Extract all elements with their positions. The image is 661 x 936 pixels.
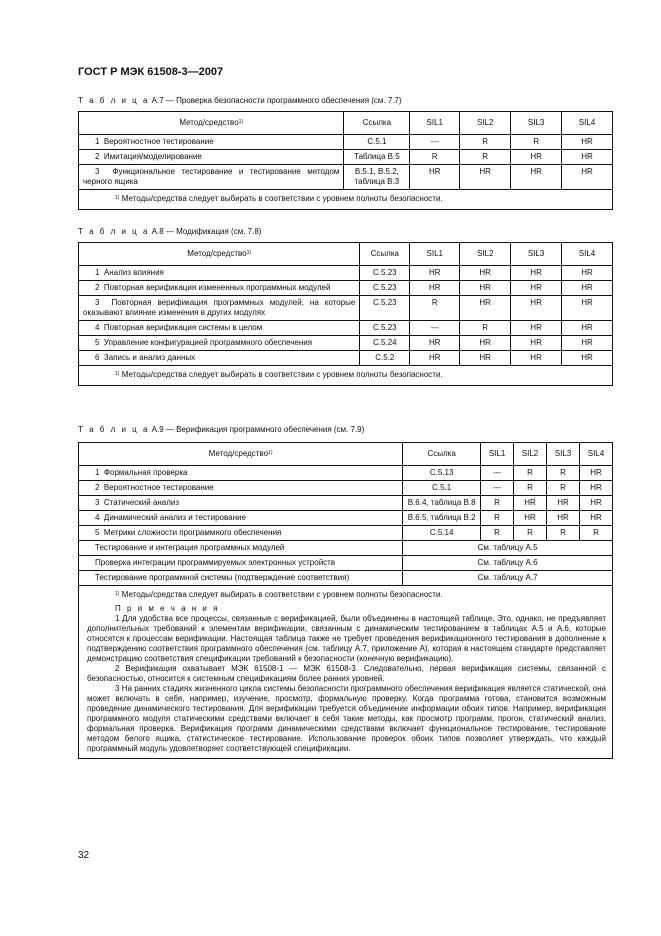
table-row — [79, 296, 613, 321]
sil1-cell: --- — [481, 466, 514, 481]
row-number: 4 — [95, 323, 100, 332]
table-row — [79, 481, 613, 496]
footnote-row — [79, 366, 613, 386]
page-number: 32 — [78, 850, 90, 861]
sil4-cell: HR — [562, 165, 613, 190]
reference-cell: Таблица В.5 — [344, 150, 410, 165]
sil3-cell: R — [547, 481, 580, 496]
sil4-cell: HR — [562, 336, 613, 351]
method-name: Формальная проверка — [103, 468, 188, 477]
column-header-sil1: SIL1 — [481, 443, 514, 466]
footnote-cell — [79, 366, 613, 386]
sil2-cell: HR — [460, 281, 511, 296]
sil1-cell: R — [410, 150, 460, 165]
column-header-label: Метод/средство — [179, 118, 239, 127]
method-cell — [79, 496, 403, 511]
method-cell — [79, 351, 360, 366]
reference-cell: С.5.1 — [344, 135, 410, 150]
table-row — [79, 466, 613, 481]
sil2-cell: HR — [460, 165, 511, 190]
document-header: ГОСТ Р МЭК 61508-3—2007 — [78, 66, 224, 78]
row-number: 5 — [95, 338, 100, 347]
column-header-method — [79, 112, 344, 135]
sil4-cell: HR — [562, 321, 613, 336]
column-header-ref: Ссылка — [360, 243, 410, 266]
row-number: 1 — [95, 137, 100, 146]
method-name: Повторная верификация системы в целом — [103, 323, 263, 332]
sil2-cell: R — [460, 150, 511, 165]
sil2-cell: R — [460, 321, 511, 336]
sil1-cell: HR — [410, 266, 460, 281]
method-cell — [79, 571, 403, 586]
row-number: 2 — [95, 152, 100, 161]
table-row-span — [79, 541, 613, 556]
sil3-cell: HR — [511, 321, 562, 336]
column-header-sil2: SIL2 — [460, 243, 511, 266]
reference-cell: С.5.13 — [403, 466, 481, 481]
table-label: Т а б л и ц а — [78, 425, 150, 434]
table-a9-caption — [78, 425, 364, 434]
method-cell — [79, 541, 403, 556]
sil1-cell: R — [410, 296, 460, 321]
table-row — [79, 135, 613, 150]
footnote-row — [79, 190, 613, 210]
note-paragraph: 2 Верификация охватывает МЭК 61508-1 — МЭК 61508-3. Следовательно, первая верификация системы, связанной с безопасностью, относится к системным спецификациям более ранних уровней. — [87, 664, 606, 683]
footnote-marker: 1) — [115, 371, 120, 377]
row-number: 3 — [95, 298, 100, 307]
reference-cell: С.5.23 — [360, 281, 410, 296]
sil1-cell: R — [481, 496, 514, 511]
sil3-cell: HR — [511, 281, 562, 296]
method-cell — [79, 165, 344, 190]
table-a9 — [78, 442, 613, 759]
method-cell — [79, 296, 360, 321]
sil1-cell: HR — [410, 336, 460, 351]
sil2-cell: R — [514, 466, 547, 481]
sil4-cell: HR — [579, 466, 612, 481]
method-cell — [79, 150, 344, 165]
table-label: Т а б л и ц а — [78, 227, 150, 236]
column-header-label: Метод/средство — [187, 249, 247, 258]
row-number: 3 — [95, 167, 100, 176]
footnote-marker: 1) — [115, 591, 120, 597]
reference-cell: См. таблицу А.5 — [403, 541, 613, 556]
sil3-cell: HR — [547, 496, 580, 511]
column-header-method — [79, 243, 360, 266]
row-number: 2 — [95, 483, 100, 492]
method-name: Анализ влияния — [103, 268, 164, 277]
row-number: 3 — [95, 498, 100, 507]
method-name: Имитация/моделирование — [103, 152, 202, 161]
sil2-cell: R — [514, 526, 547, 541]
sil2-cell: HR — [460, 296, 511, 321]
sil3-cell: HR — [547, 511, 580, 526]
column-header-label: Метод/средство — [208, 449, 269, 458]
reference-cell: С.5.2 — [360, 351, 410, 366]
table-a7 — [78, 111, 613, 210]
sil2-cell: HR — [460, 336, 511, 351]
table-header-row — [79, 243, 613, 266]
method-name: Динамический анализ и тестирование — [103, 513, 246, 522]
table-row-span — [79, 571, 613, 586]
column-header-ref: Ссылка — [403, 443, 481, 466]
sil1-cell: --- — [481, 481, 514, 496]
notes-cell — [79, 586, 613, 759]
table-title: А.7 — Проверка безопасности программного обеспечения (см. 7.7) — [151, 96, 402, 105]
column-header-sil1: SIL1 — [410, 243, 460, 266]
reference-cell: С.5.23 — [360, 296, 410, 321]
row-number: 1 — [95, 468, 100, 477]
sil1-cell: HR — [410, 281, 460, 296]
table-a8-caption — [78, 227, 261, 236]
column-header-sil1: SIL1 — [410, 112, 460, 135]
footnote-marker: 1) — [115, 195, 120, 201]
method-cell — [79, 336, 360, 351]
row-number: 2 — [95, 283, 100, 292]
notes-heading: П р и м е ч а н и я — [115, 604, 220, 613]
method-name: Повторная верификация измененных программных модулей — [103, 283, 331, 292]
table-a8 — [78, 242, 613, 386]
reference-cell: В.5.1, В.5.2, таблица В.3 — [344, 165, 410, 190]
sil4-cell: HR — [562, 135, 613, 150]
sil3-cell: HR — [511, 150, 562, 165]
table-title: А.8 — Модификация (см. 7.8) — [151, 227, 262, 236]
sil4-cell: HR — [562, 281, 613, 296]
row-number: 6 — [95, 353, 100, 362]
method-name: Повторная верификация программных модулей, на которые оказывают влияние изменения в других модулях — [83, 298, 356, 317]
sil2-cell: R — [514, 481, 547, 496]
footnote-text: Методы/средства следует выбирать в соответствии с уровнем полноты безопасности. — [121, 194, 443, 203]
method-name: Тестирование и интеграция программных модулей — [95, 543, 285, 552]
reference-cell: С.5.14 — [403, 526, 481, 541]
sil3-cell: HR — [511, 336, 562, 351]
sil3-cell: HR — [511, 165, 562, 190]
method-name: Запись и анализ данных — [103, 353, 196, 362]
reference-cell: См. таблицу А.7 — [403, 571, 613, 586]
column-header-sil4: SIL4 — [579, 443, 612, 466]
footnote-paragraph — [87, 590, 606, 600]
column-header-sil2: SIL2 — [514, 443, 547, 466]
row-number: 1 — [95, 268, 100, 277]
method-cell — [79, 135, 344, 150]
column-header-sil3: SIL3 — [547, 443, 580, 466]
sil1-cell: R — [481, 526, 514, 541]
column-header-sil4: SIL4 — [562, 112, 613, 135]
column-header-sil3: SIL3 — [511, 112, 562, 135]
sil1-cell: HR — [410, 165, 460, 190]
footnote-cell — [79, 190, 613, 210]
sil4-cell: HR — [562, 150, 613, 165]
method-cell — [79, 511, 403, 526]
column-header-sil3: SIL3 — [511, 243, 562, 266]
sil4-cell: HR — [579, 496, 612, 511]
sil3-cell: HR — [511, 296, 562, 321]
method-name: Метрики сложности программного обеспечения — [103, 528, 282, 537]
table-row — [79, 321, 613, 336]
reference-cell: В.6.4, таблица В.8 — [403, 496, 481, 511]
table-header-row — [79, 443, 613, 466]
sil1-cell: --- — [410, 135, 460, 150]
reference-cell: В.6.5, таблица В.2 — [403, 511, 481, 526]
table-row — [79, 150, 613, 165]
footnote-text: Методы/средства следует выбирать в соответствии с уровнем полноты безопасности. — [121, 370, 443, 379]
sil3-cell: HR — [511, 266, 562, 281]
table-row — [79, 496, 613, 511]
sil4-cell: HR — [579, 481, 612, 496]
method-cell — [79, 321, 360, 336]
sil1-cell: R — [481, 511, 514, 526]
sil2-cell: HR — [460, 351, 511, 366]
table-row — [79, 165, 613, 190]
sil3-cell: HR — [511, 351, 562, 366]
footnote-marker: 1) — [246, 250, 252, 256]
column-header-sil4: SIL4 — [562, 243, 613, 266]
sil2-cell: HR — [514, 511, 547, 526]
method-cell — [79, 266, 360, 281]
table-row — [79, 526, 613, 541]
method-name: Вероятностное тестирование — [103, 137, 214, 146]
sil4-cell: HR — [562, 351, 613, 366]
sil3-cell: R — [547, 466, 580, 481]
note-paragraph: 3 На ранних стадиях жизненного цикла системы безопасности программного обеспечения верификация является статической, она может включать в себя, например, изучение, просмотр, формальную проверку. Когда программа готова, становится возможным проведение динамического тестирования. Для верификации требуется объединение информации обоих типов. Например, верификация программного модуля статическими средствами включает в себя такие методы, как просмотр программ, прогон, статический анализ, формальная проверка. Верификация программ динамическими средствами включает функциональное тестирование, тестирование методом белого ящика, статистическое тестирование. Использование проверок обоих типов позволяет утверждать, что каждый программный модуль удовлетворяет соответствующей спецификации. — [87, 684, 606, 753]
sil4-cell: R — [579, 526, 612, 541]
column-header-ref: Ссылка — [344, 112, 410, 135]
table-row — [79, 511, 613, 526]
sil2-cell: HR — [460, 266, 511, 281]
table-a7-caption — [78, 96, 402, 105]
method-cell — [79, 281, 360, 296]
sil4-cell: HR — [562, 266, 613, 281]
notes-row — [79, 586, 613, 759]
reference-cell: С.5.23 — [360, 321, 410, 336]
sil2-cell: R — [460, 135, 511, 150]
table-label: Т а б л и ц а — [78, 96, 150, 105]
sil4-cell: HR — [579, 511, 612, 526]
method-name: Управление конфигурацией программного обеспечения — [103, 338, 313, 347]
sil3-cell: R — [511, 135, 562, 150]
method-cell — [79, 466, 403, 481]
sil2-cell: HR — [514, 496, 547, 511]
reference-cell: См. таблицу А.6 — [403, 556, 613, 571]
note-paragraph: 1 Для удобства все процессы, связанные с верификацией, были объединены в настоящей таблице. Это, однако, не предъявляет дополнительных требований к элементам верификации, связанным с динамическим тестированием в таблицах А.5 и А.6, которые относятся к процессам верификации. Настоящая таблица также не требует проведения верификационного тестирования в дополнение к подтверждению соответствия программного обеспечения (см. таблицу А.7, приложение А), которая в настоящем стандарте представляет демонстрацию соответствия спецификации требований к безопасности (конечную верификацию). — [87, 614, 606, 663]
sil1-cell: HR — [410, 351, 460, 366]
footnote-marker: 1) — [238, 119, 244, 125]
method-cell — [79, 526, 403, 541]
table-header-row — [79, 112, 613, 135]
column-header-method — [79, 443, 403, 466]
column-header-sil2: SIL2 — [460, 112, 511, 135]
row-number: 4 — [95, 513, 100, 522]
row-number: 5 — [95, 528, 100, 537]
table-row — [79, 281, 613, 296]
footnote-marker: 1) — [268, 450, 273, 456]
method-cell — [79, 481, 403, 496]
table-row — [79, 351, 613, 366]
method-name: Функциональное тестирование и тестирование методом черного ящика — [83, 167, 340, 186]
sil3-cell: R — [547, 526, 580, 541]
method-name: Вероятностное тестирование — [103, 483, 214, 492]
method-name: Тестирование программной системы (подтверждение соответствия) — [95, 573, 350, 582]
table-row — [79, 266, 613, 281]
table-row-span — [79, 556, 613, 571]
table-row — [79, 336, 613, 351]
sil4-cell: HR — [562, 296, 613, 321]
method-cell — [79, 556, 403, 571]
method-name: Статический анализ — [103, 498, 180, 507]
reference-cell: С.5.23 — [360, 266, 410, 281]
sil1-cell: --- — [410, 321, 460, 336]
method-name: Проверка интеграции программируемых электронных устройств — [95, 558, 336, 567]
table-title: А.9 — Верификация программного обеспечения (см. 7.9) — [151, 425, 365, 434]
reference-cell: С.5.24 — [360, 336, 410, 351]
footnote-text: Методы/средства следует выбирать в соответствии с уровнем полноты безопасности. — [121, 590, 443, 599]
reference-cell: С.5.1 — [403, 481, 481, 496]
